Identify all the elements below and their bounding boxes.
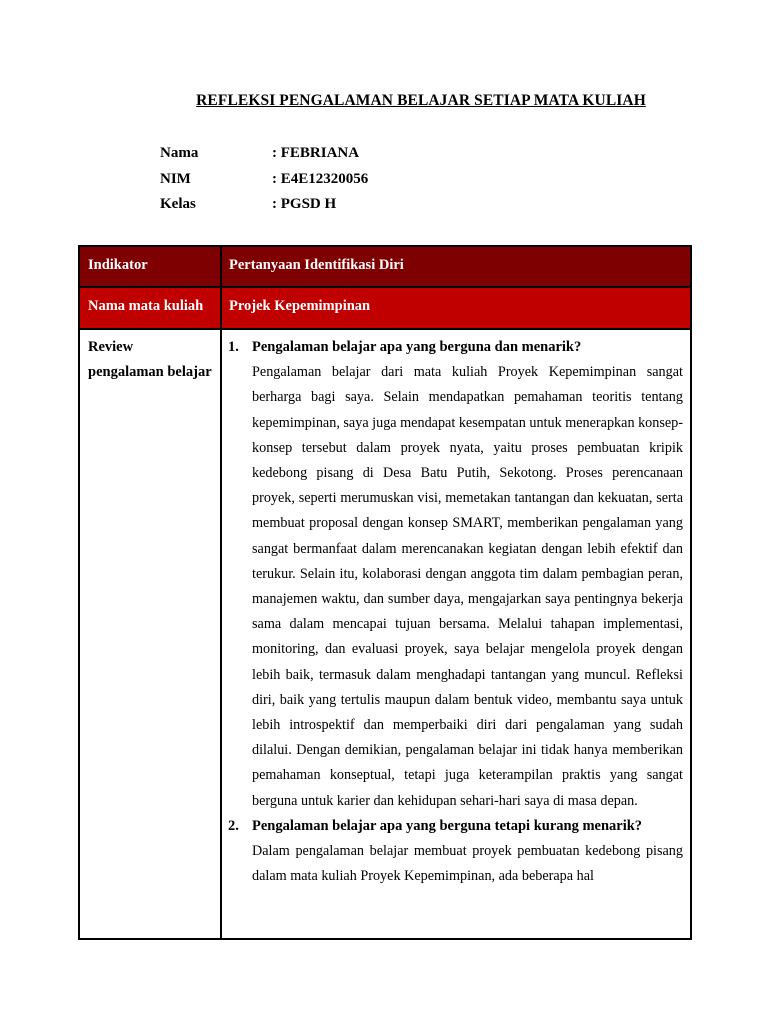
review-row (80, 330, 690, 938)
question-text: Pengalaman belajar apa yang berguna tetapi kurang menarik? (252, 817, 643, 834)
answer-1: Pengalaman belajar dari mata kuliah Proyek Kepemimpinan sangat berharga bagi saya. Selain mendapatkan pemahaman teoritis tentang kepemimpinan, saya juga mendapat kesempatan untuk menerapkan konsep-konsep tersebut dalam proyek nyata, yaitu proses pembuatan kripik kedebong pisang di Desa Batu Putih, Sekotong. Proses perencanaan proyek, seperti merumuskan visi, memetakan tantangan dan kekuatan, serta membuat proposal dengan konsep SMART, memberikan pengalaman yang sangat bermanfaat dalam merencanakan kegiatan dengan lebih efektif dan terukur. Selain itu, kolaborasi dengan anggota tim dalam pembagian peran, manajemen waktu, dan sumber daya, mengajarkan saya pentingnya bekerja sama dalam mencapai tujuan bersama. Melalui tahapan implementasi, monitoring, dan evaluasi proyek, saya belajar mengelola proyek dengan lebih baik, termasuk dalam menghadapi tantangan yang muncul. Refleksi diri, baik yang tertulis maupun dalam bentuk video, membantu saya untuk lebih introspektif dan memperbaiki diri dari pengalaman yang sudah dilalui. Dengan demikian, pengalaman belajar ini tidak hanya memberikan pemahaman konseptual, tetapi juga keterampilan praktis yang sangat berguna untuk karier dan kehidupan sehari-hari saya di masa depan. (252, 364, 684, 809)
identity-row-name (160, 145, 359, 162)
table-header-row (80, 247, 690, 288)
identity-row-nim (160, 171, 368, 188)
question-1 (228, 335, 683, 360)
identity-row-class (160, 196, 336, 213)
identity-label: Nama (160, 145, 199, 161)
identity-label: Kelas (160, 196, 196, 212)
document-title: REFLEKSI PENGALAMAN BELAJAR SETIAP MATA KULIAH (196, 92, 646, 109)
question-2 (228, 814, 683, 839)
course-label: Nama mata kuliah (80, 288, 222, 328)
question-number: 1. (228, 339, 239, 355)
course-row (80, 288, 690, 330)
course-name: Projek Kepemimpinan (229, 298, 371, 314)
identity-value: : PGSD H (272, 196, 337, 212)
header-question: Pertanyaan Identifikasi Diri (229, 257, 404, 273)
question-number: 2. (228, 817, 239, 834)
question-text: Pengalaman belajar apa yang berguna dan menarik? (252, 339, 582, 355)
review-content (222, 330, 690, 938)
reflection-table (78, 245, 692, 940)
answer-2: Dalam pengalaman belajar membuat proyek pembuatan kedebong pisang dalam mata kuliah Proyek Kepemimpinan, ada beberapa hal (252, 843, 683, 885)
header-indicator: Indikator (80, 247, 222, 286)
identity-label: NIM (160, 171, 191, 187)
review-label: Review pengalaman belajar (80, 330, 222, 938)
identity-value: : E4E12320056 (272, 171, 369, 187)
identity-value: : FEBRIANA (272, 145, 360, 161)
